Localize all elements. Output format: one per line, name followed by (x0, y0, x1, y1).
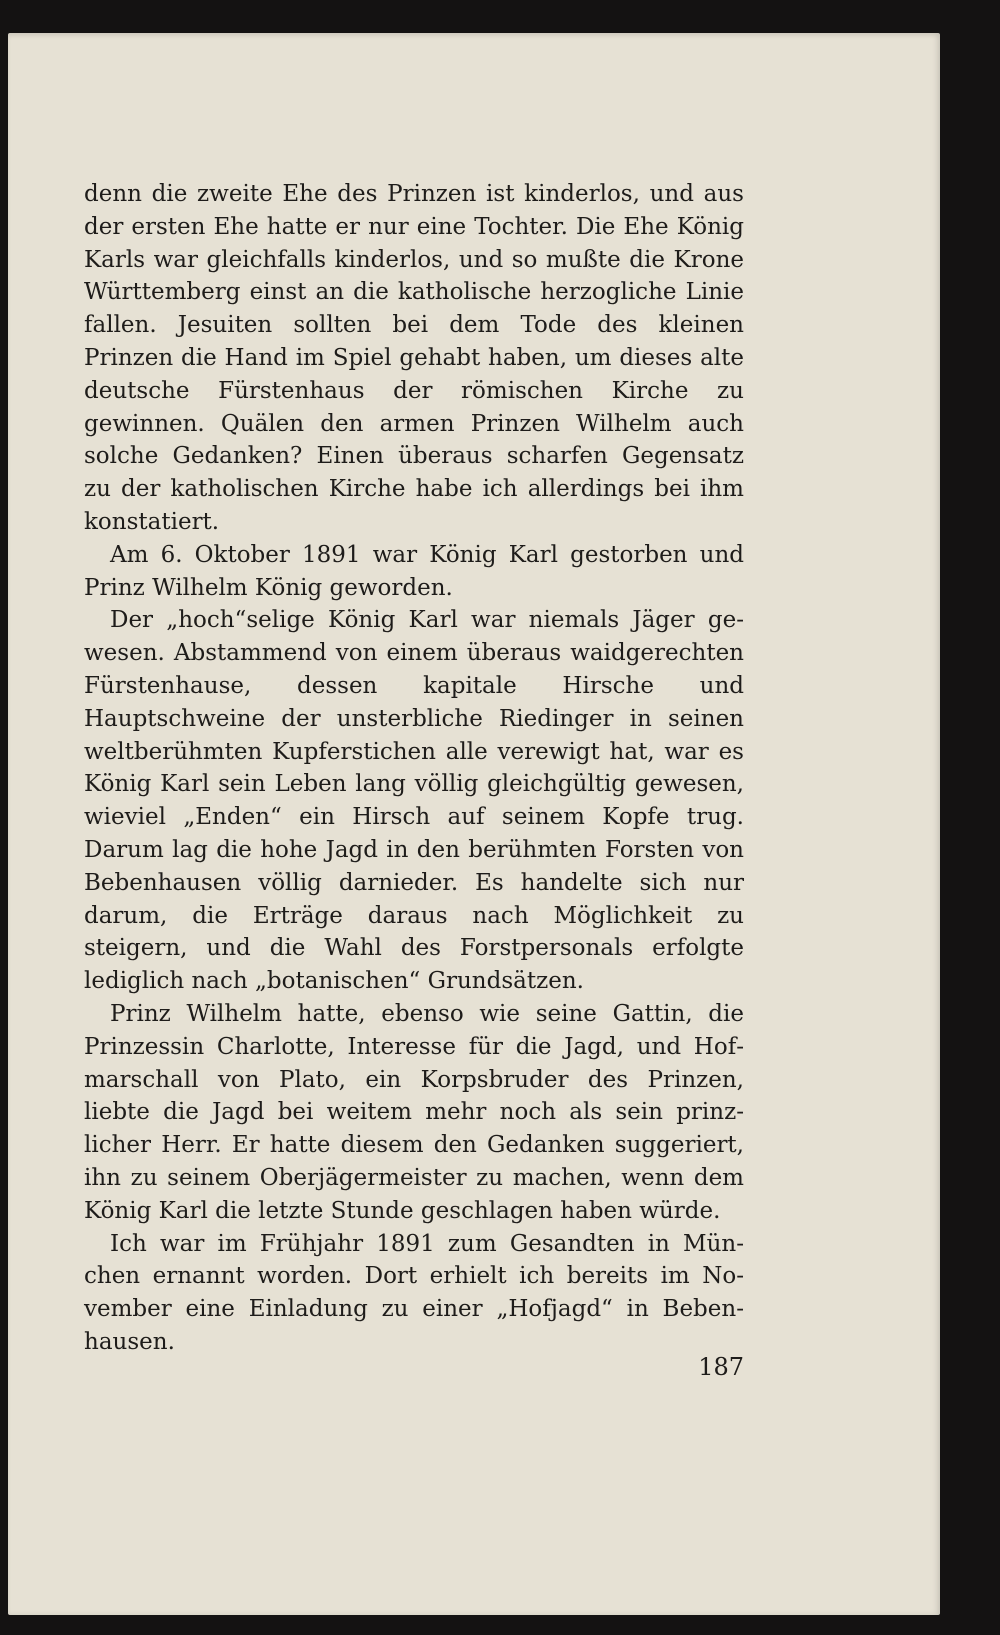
page-number: 187 (698, 1353, 744, 1381)
paragraph-1: denn die zweite Ehe des Prinzen ist kinderlos, und aus der ersten Ehe hatte er nur eine Tochter. Die Ehe König Karls war gleichfalls kinderlos, und so mußte die Krone Württemberg einst an die katholische herzogliche Linie fallen. Jesuiten sollten bei dem Tode des kleinen Prinzen die Hand im Spiel gehabt haben, um dieses alte deutsche Fürstenhaus der römischen Kirche zu gewinnen. Quälen den armen Prinzen Wilhelm auch solche Gedanken? Einen überaus scharfen Gegensatz zu der katholischen Kirche habe ich allerdings bei ihm konstatiert. (84, 181, 744, 535)
paragraph-4: Prinz Wilhelm hatte, ebenso wie seine Gattin, die Prinzessin Charlotte, Interesse für die Jagd, und Hofmarschall von Plato, ein Korpsbruder des Prinzen, liebte die Jagd bei weitem mehr noch als sein prinzlicher Herr. Er hatte diesem den Gedanken suggeriert, ihn zu seinem Oberjägermeister zu machen, wenn dem König Karl die letzte Stunde geschlagen haben würde. (84, 1000, 744, 1224)
paragraph-3: Der „hoch“selige König Karl war niemals Jäger gewesen. Abstammend von einem überaus waidgerechten Fürstenhause, dessen kapitale Hirsche und Hauptschweine der unsterbliche Riedinger in seinen weltberühmten Kupferstichen alle verewigt hat, war es König Karl sein Leben lang völlig gleichgültig gewesen, wieviel „Enden“ ein Hirsch auf seinem Kopfe trug. Darum lag die hohe Jagd in den berühmten Forsten von Bebenhausen völlig darnieder. Es handelte sich nur darum, die Erträge daraus nach Möglichkeit zu steigern, und die Wahl des Forstpersonals erfolgte lediglich nach „botanischen“ Grundsätzen. (84, 607, 744, 995)
paragraph-5: Ich war im Frühjahr 1891 zum Gesandten in München ernannt worden. Dort erhielt ich bereits im November eine Einladung zu einer „Hofjagd“ in Bebenhausen. (84, 1230, 744, 1355)
paragraph-2: Am 6. Oktober 1891 war König Karl gestorben und Prinz Wilhelm König geworden. (84, 541, 744, 601)
body-text (84, 178, 744, 1359)
